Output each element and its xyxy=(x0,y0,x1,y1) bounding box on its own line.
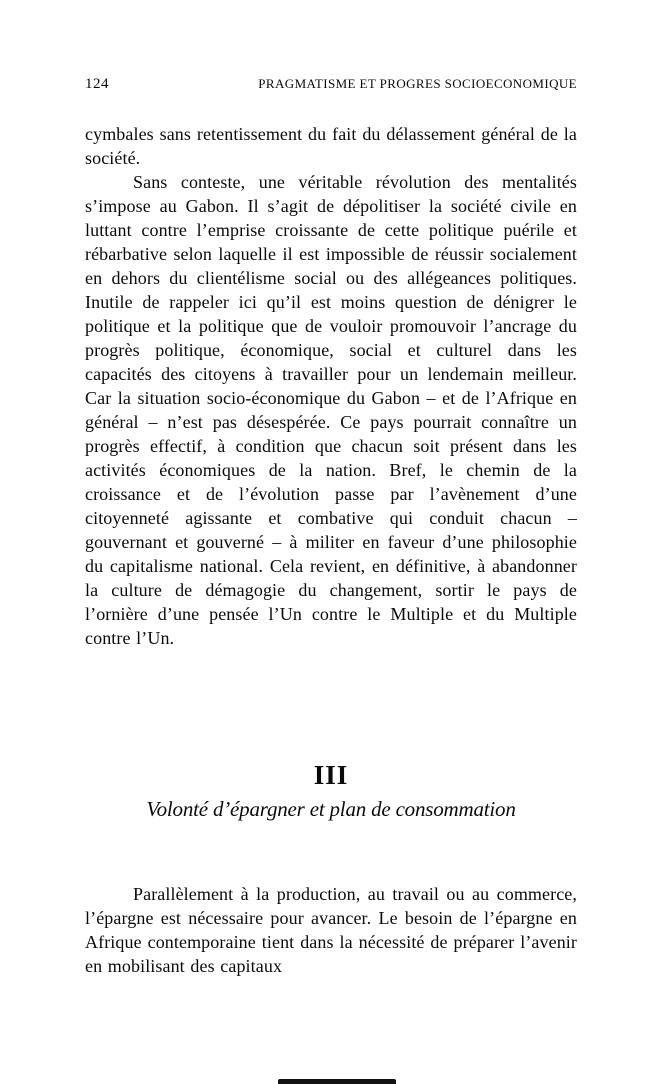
page-number: 124 xyxy=(85,76,109,92)
running-header xyxy=(85,76,577,93)
chapter-opening-text xyxy=(85,882,577,978)
paragraph-chapter-start: Parallèlement à la production, au travail ou au commerce, l’épargne est nécessaire pour avancer. Le besoin de l’épargne en Afrique contemporaine tient dans la nécessité de préparer l’avenir en mobilisant des capitaux xyxy=(85,884,577,976)
scan-artifact xyxy=(278,1079,396,1084)
chapter-number: III xyxy=(313,760,349,790)
paragraph-continuation: cymbales sans retentissement du fait du délassement général de la société. xyxy=(85,124,577,168)
running-header-title: PRAGMATISME ET PROGRES SOCIOECONOMIQUE xyxy=(258,76,577,91)
chapter-heading xyxy=(85,760,577,822)
chapter-title: Volonté d’épargner et plan de consommation xyxy=(146,797,516,821)
paragraph-main: Sans conteste, une véritable révolution des mentalités s’impose au Gabon. Il s’agit de dépolitiser la société civile en luttant contre l’emprise croissante de cette politique puérile et rébarbative selon laquelle il est impossible de réussir socialement en dehors du clientélisme social ou des allégeances politiques. Inutile de rappeler ici qu’il est moins question de dénigrer le politique et la politique que de vouloir promouvoir l’ancrage du progrès politique, économique, social et culturel dans les capacités des citoyens à travailler pour un lendemain meilleur. Car la situation socio-économique du Gabon – et de l’Afrique en général – n’est pas désespérée. Ce pays pourrait connaître un progrès effectif, à condition que chacun soit présent dans les activités économiques de la nation. Bref, le chemin de la croissance et de l’évolution passe par l’avènement d’une citoyenneté agissante et combative qui conduit chacun – gouvernant et gouverné – à militer en faveur d’une philosophie du capitalisme national. Cela revient, en définitive, à abandonner la culture de démagogie du changement, sortir le pays de l’ornière d’une pensée l’Un contre le Multiple et du Multiple contre l’Un. xyxy=(85,172,577,648)
page-body xyxy=(85,122,577,650)
